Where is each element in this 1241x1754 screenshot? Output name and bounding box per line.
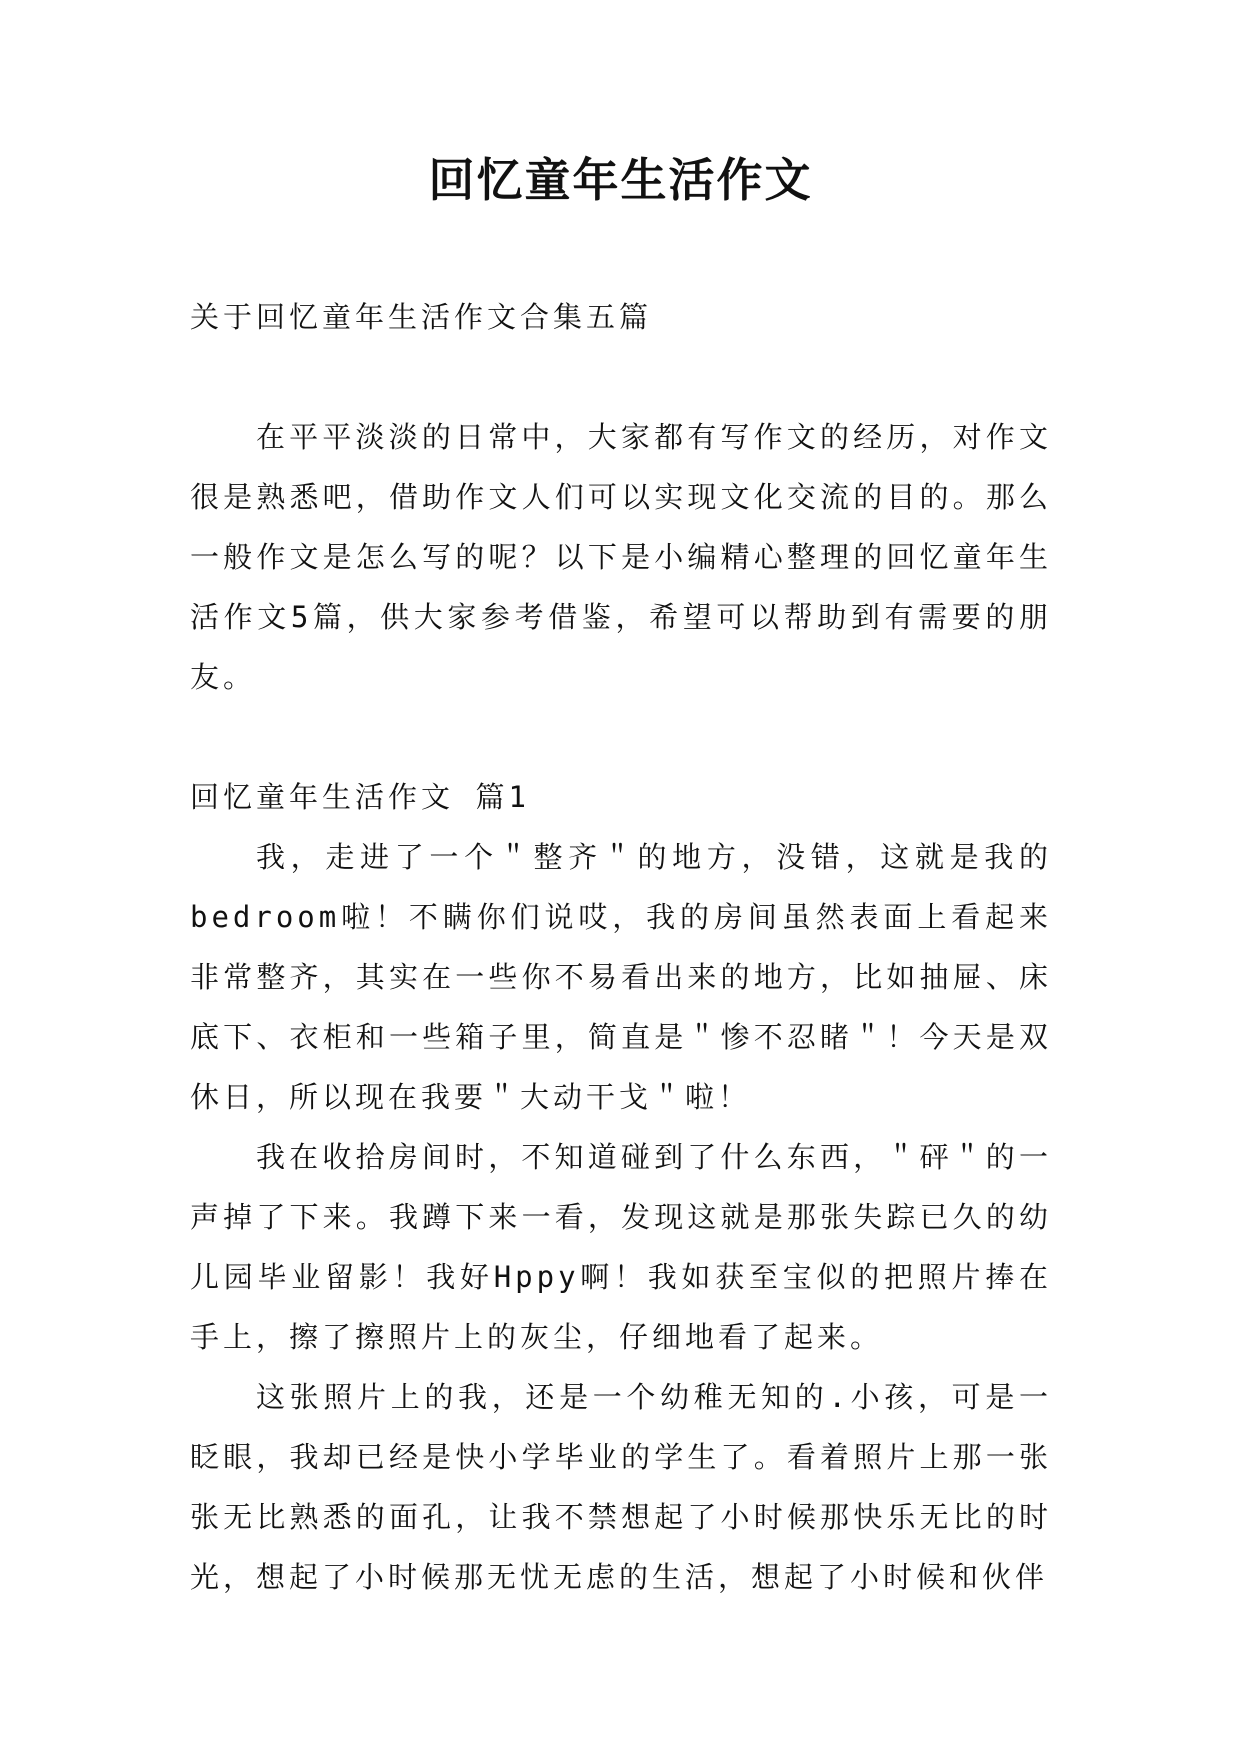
body-paragraph: 我在收拾房间时，不知道碰到了什么东西，＂砰＂的一声掉了下来。我蹲下来一看，发现这就是那张失踪已久的幼儿园毕业留影！我好Hppy啊！我如获至宝似的把照片捧在手上，擦了擦照片上的灰尘，仔细地看了起来。	[190, 1140, 1052, 1354]
section-heading: 回忆童年生活作文 篇1	[190, 780, 530, 814]
body-paragraph: 这张照片上的我，还是一个幼稚无知的.小孩，可是一眨眼，我却已经是快小学毕业的学生了。看着照片上那一张张无比熟悉的面孔，让我不禁想起了小时候那快乐无比的时光，想起了小时候那无忧无虑的生活，想起了小时候和伙伴	[190, 1380, 1052, 1594]
document-subtitle: 关于回忆童年生活作文合集五篇	[190, 300, 653, 334]
document-body	[190, 287, 1052, 1607]
body-paragraph: 我，走进了一个＂整齐＂的地方，没错，这就是我的bedroom啦！不瞒你们说哎，我的房间虽然表面上看起来非常整齐，其实在一些你不易看出来的地方，比如抽屉、床底下、衣柜和一些箱子里，简直是＂惨不忍睹＂！今天是双休日，所以现在我要＂大动干戈＂啦！	[190, 840, 1052, 1114]
document-title: 回忆童年生活作文	[428, 153, 813, 207]
intro-paragraph: 在平平淡淡的日常中，大家都有写作文的经历，对作文很是熟悉吧，借助作文人们可以实现文化交流的目的。那么一般作文是怎么写的呢？以下是小编精心整理的回忆童年生活作文5篇，供大家参考借鉴，希望可以帮助到有需要的朋友。	[190, 420, 1052, 694]
